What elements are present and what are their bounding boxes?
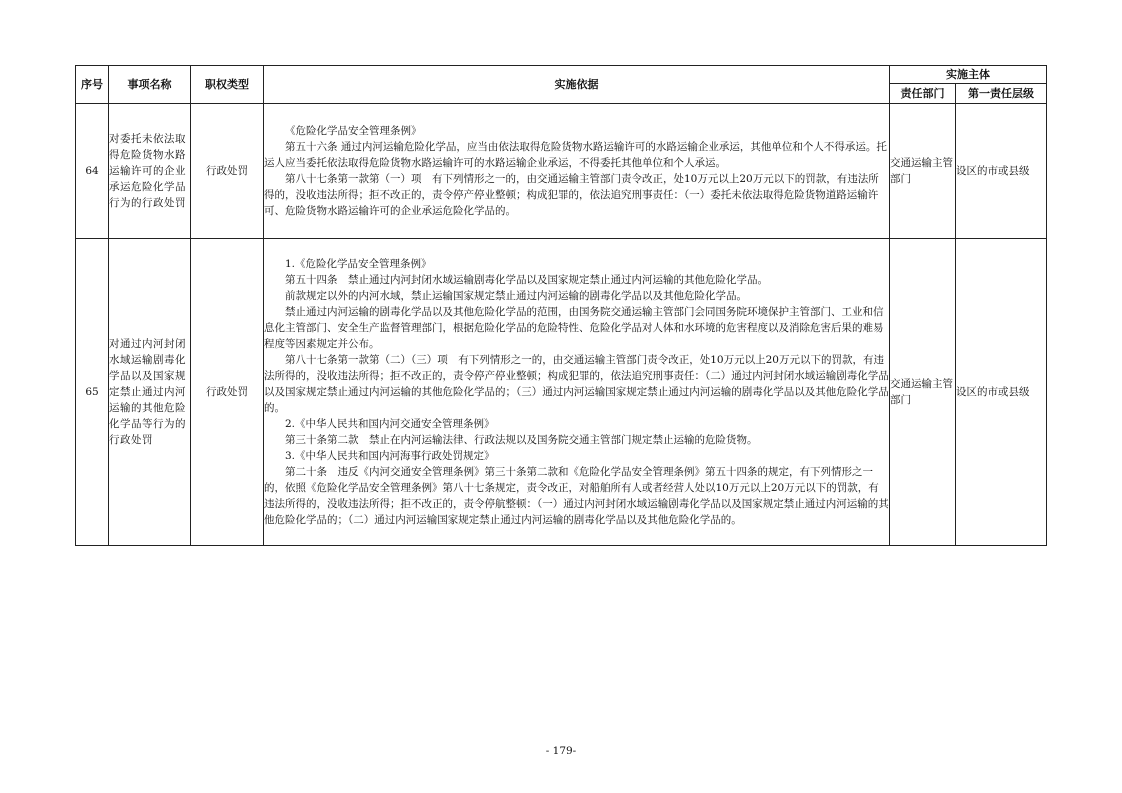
row-power-type: 行政处罚 [191, 104, 264, 239]
row-item-name: 对通过内河封闭水域运输剧毒化学品以及国家规定禁止通过内河运输的其他危险化学品等行为的行政处罚 [109, 239, 191, 546]
row-basis [264, 239, 890, 546]
basis-paragraph: 《危险化学品安全管理条例》 [285, 125, 422, 137]
header-seq: 序号 [76, 66, 109, 104]
header-basis: 实施依据 [264, 66, 890, 104]
basis-paragraph: 第二十条 违反《内河交通安全管理条例》第三十条第二款和《危险化学品安全管理条例》第五十四条的规定，有下列情形之一的，依照《危险化学品安全管理条例》第八十七条规定，责令改正，对船舶所有人或者经营人处以10万元以上20万元以下的罚款，有违法所得的，没收违法所得；拒不改正的，责令停航整顿：（一）通过内河封闭水域运输剧毒化学品以及国家规定禁止通过内河运输的其他危险化学品的；（二）通过内河运输国家规定禁止通过内河运输的剧毒化学品以及其他危险化学品的。 [264, 466, 889, 526]
basis-paragraph: 第八十七条第一款第（二）（三）项 有下列情形之一的，由交通运输主管部门责令改正，处10万元以上20万元以下的罚款，有违法所得的，没收违法所得；拒不改正的，责令停产停业整顿；构成犯罪的，依法追究刑事责任：（二）通过内河封闭水域运输剧毒化学品以及国家规定禁止通过内河运输的其他危险化学品的；（三）通过内河运输国家规定禁止通过内河运输的剧毒化学品以及其他危险化学品的。 [264, 354, 889, 414]
row-power-type: 行政处罚 [191, 239, 264, 546]
basis-paragraph: 第八十七条第一款第（一）项 有下列情形之一的，由交通运输主管部门责令改正，处10万元以上20万元以下的罚款，有违法所得的，没收违法所得；拒不改正的，责令停产停业整顿；构成犯罪的，依法追究刑事责任：（一）委托未依法取得危险货物道路运输许可、危险货物水路运输许可的企业承运危险化学品的。 [264, 173, 879, 217]
header-power-type: 职权类型 [191, 66, 264, 104]
row-dept: 交通运输主管部门 [890, 239, 956, 546]
basis-paragraph: 第五十六条 通过内河运输危险化学品，应当由依法取得危险货物水路运输许可的水路运输企业承运，其他单位和个人不得承运。托运人应当委托依法取得危险货物水路运输许可的水路运输企业承运，不得委托其他单位和个人承运。 [264, 141, 887, 169]
row-level: 设区的市或县级 [956, 239, 1047, 546]
power-list-table [75, 65, 1047, 546]
table-row [76, 239, 1047, 546]
basis-paragraph: 第三十条第二款 禁止在内河运输法律、行政法规以及国务院交通主管部门规定禁止运输的危险货物。 [285, 434, 758, 446]
header-level: 第一责任层级 [956, 84, 1047, 104]
table-row [76, 104, 1047, 239]
header-subject: 实施主体 [890, 66, 1047, 84]
row-seq: 64 [76, 104, 109, 239]
page-number: - 179- [545, 745, 577, 757]
row-seq: 65 [76, 239, 109, 546]
header-name: 事项名称 [109, 66, 191, 104]
row-item-name: 对委托未依法取得危险货物水路运输许可的企业承运危险化学品行为的行政处罚 [109, 104, 191, 239]
basis-paragraph: 1.《危险化学品安全管理条例》 [285, 258, 432, 270]
header-dept: 责任部门 [890, 84, 956, 104]
basis-paragraph: 3.《中华人民共和国内河海事行政处罚规定》 [285, 450, 495, 462]
row-dept: 交通运输主管部门 [890, 104, 956, 239]
basis-paragraph: 前款规定以外的内河水域，禁止运输国家规定禁止通过内河运输的剧毒化学品以及其他危险化学品。 [285, 290, 747, 302]
basis-paragraph: 2.《中华人民共和国内河交通安全管理条例》 [285, 418, 495, 430]
row-basis [264, 104, 890, 239]
basis-paragraph: 第五十四条 禁止通过内河封闭水域运输剧毒化学品以及国家规定禁止通过内河运输的其他危险化学品。 [285, 274, 768, 286]
row-level: 设区的市或县级 [956, 104, 1047, 239]
basis-paragraph: 禁止通过内河运输的剧毒化学品以及其他危险化学品的范围，由国务院交通运输主管部门会同国务院环境保护主管部门、工业和信息化主管部门、安全生产监督管理部门，根据危险化学品的危险特性、危险化学品对人体和水环境的危害程度以及消除危害后果的难易程度等因素规定并公布。 [264, 306, 884, 350]
